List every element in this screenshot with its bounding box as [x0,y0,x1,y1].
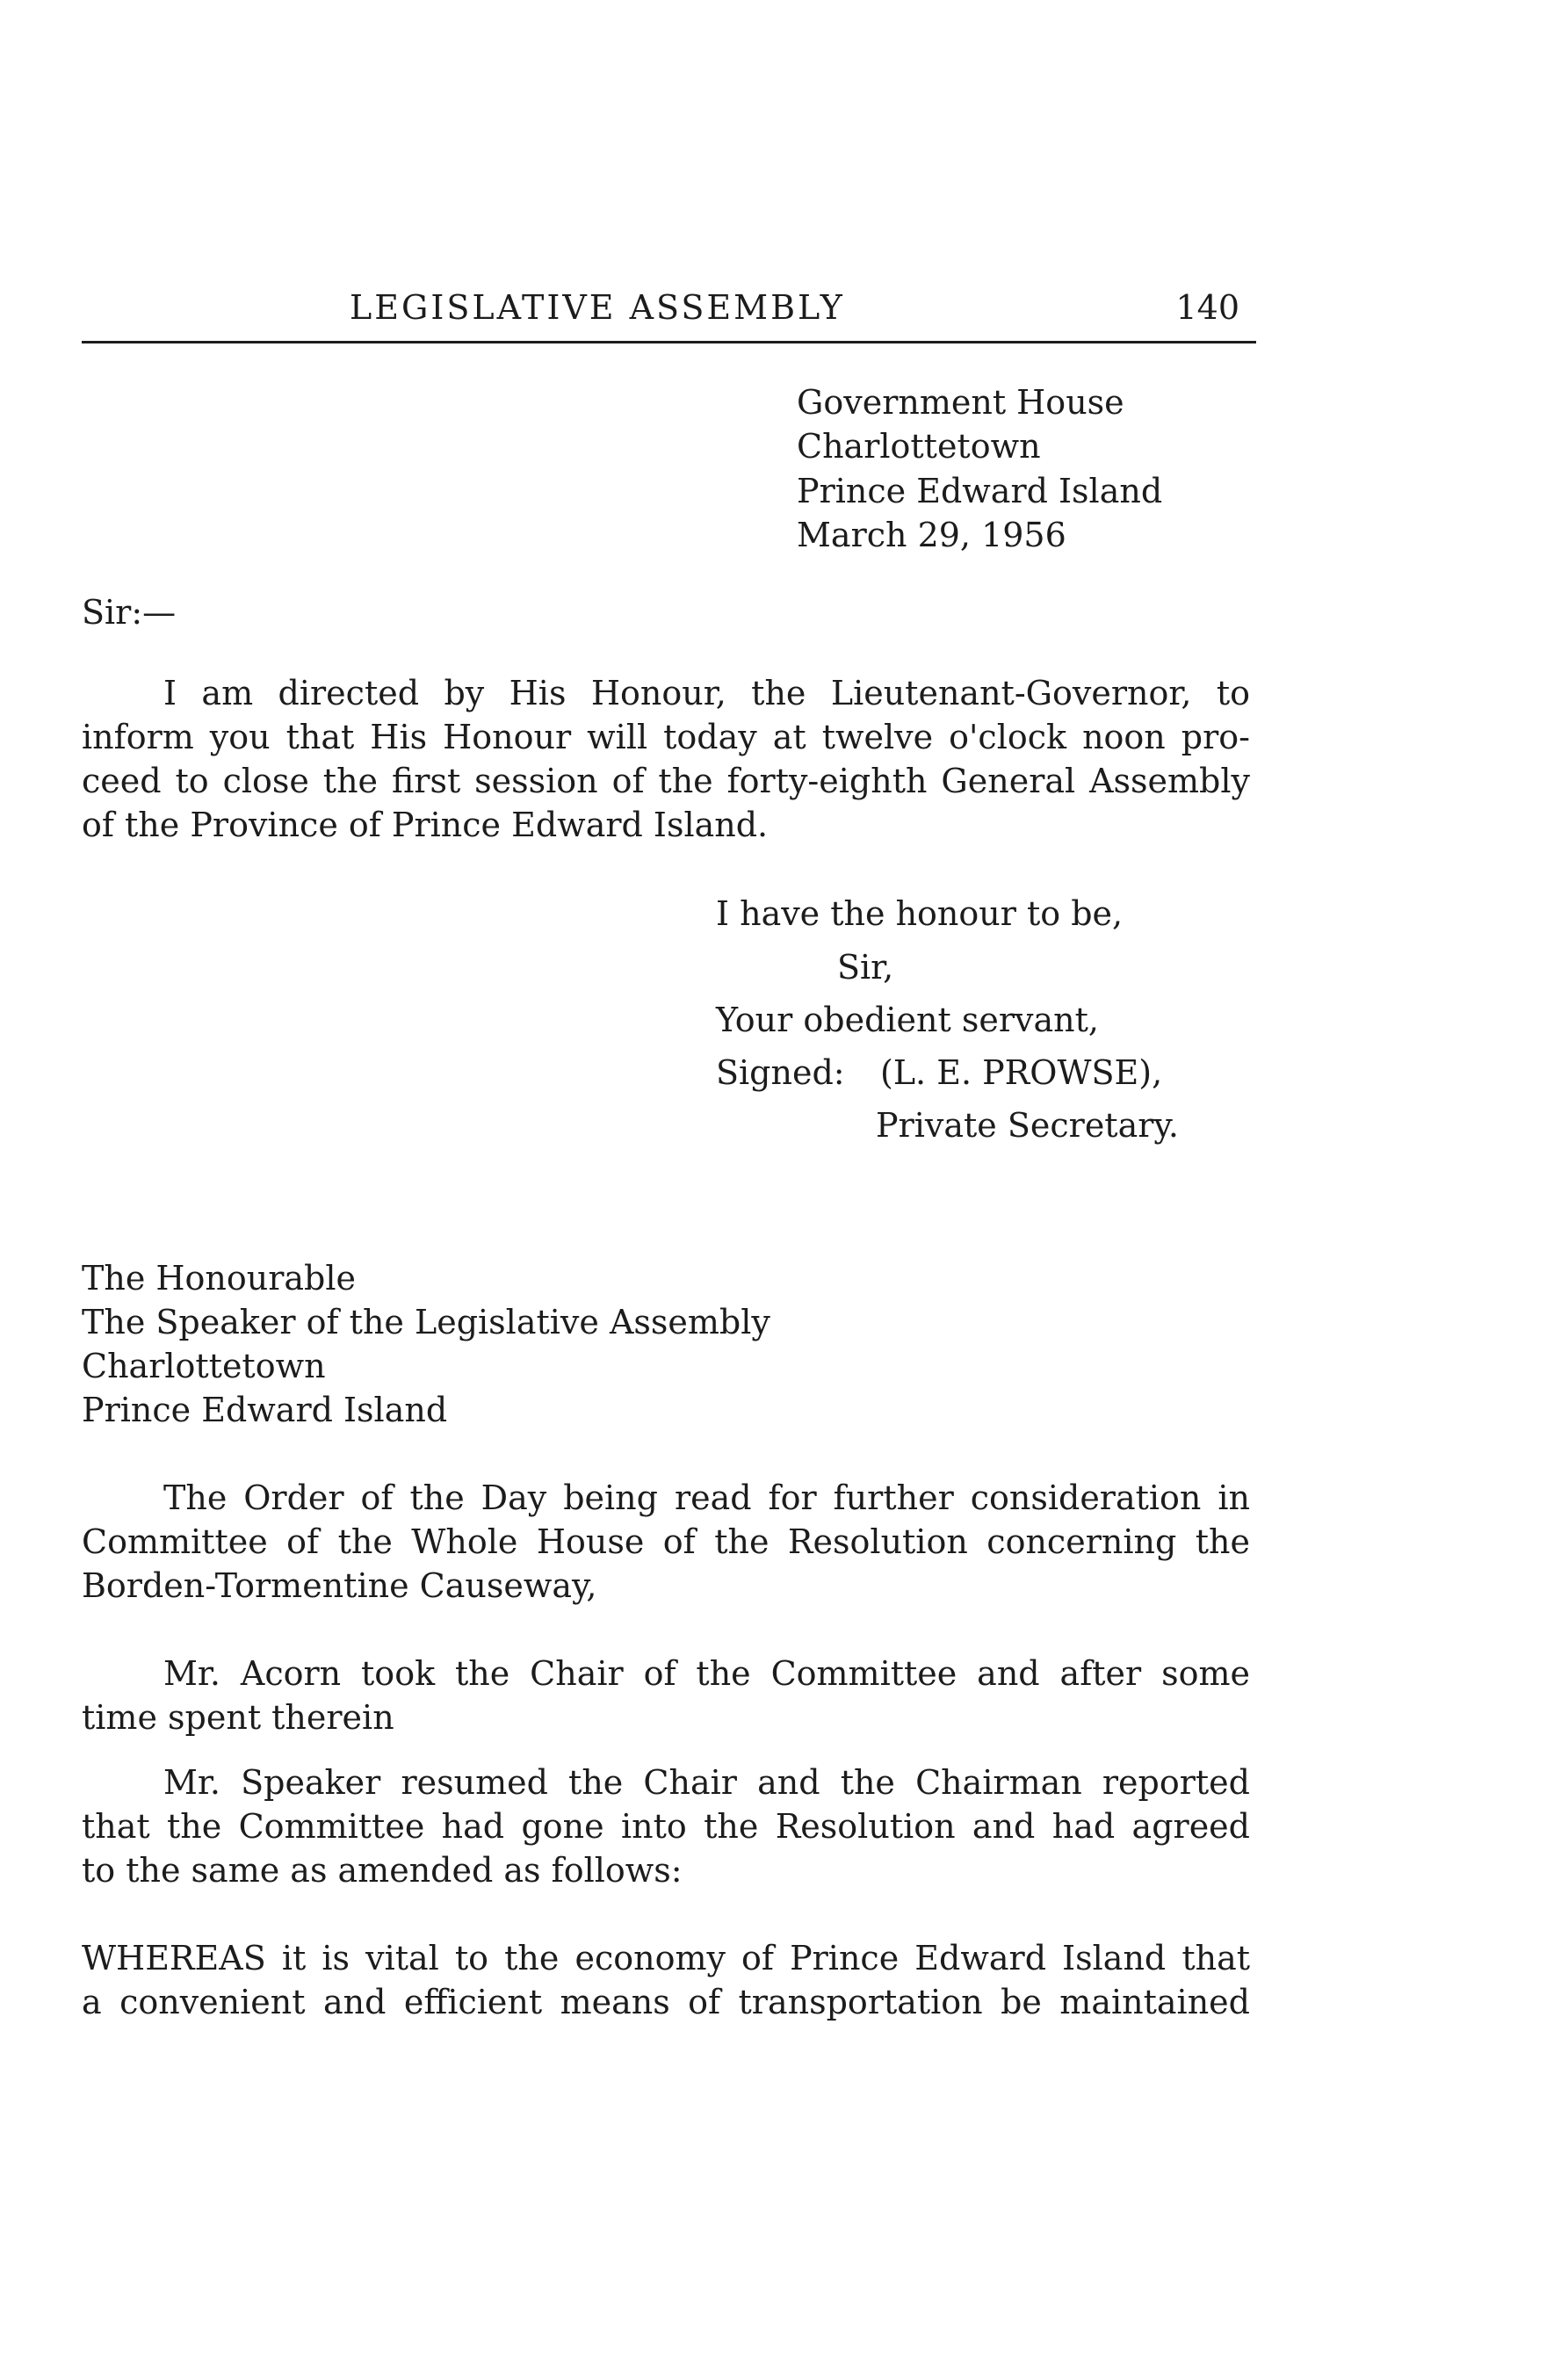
header-rule [82,341,1256,343]
closing-line-3: Your obedient servant, [716,1001,1099,1039]
letter-body-line-2: inform you that His Honour will today at twelve o'clock noon pro- [82,718,1250,756]
paragraph-4-line-2: a convenient and efficient means of transportation be maintained [82,1983,1250,2021]
closing-line-1: I have the honour to be, [716,894,1124,933]
paragraph-2-line-2: time spent therein [82,1698,394,1737]
address-date: March 29, 1956 [797,516,1066,554]
recipient-line-2: The Speaker of the Legislative Assembly [82,1303,770,1341]
paragraph-3-line-3: to the same as amended as follows: [82,1851,683,1890]
paragraph-3-line-1: Mr. Speaker resumed the Chair and the Chairman reported [163,1763,1250,1802]
paragraph-1-line-1: The Order of the Day being read for further consideration in [163,1478,1250,1517]
letter-body-line-4: of the Province of Prince Edward Island. [82,806,769,844]
signer-title: Private Secretary. [876,1106,1179,1145]
paragraph-1-line-2: Committee of the Whole House of the Resolution concerning the [82,1522,1250,1561]
running-head [82,288,1250,341]
paragraph-2-line-1: Mr. Acorn took the Chair of the Committee and after some [163,1654,1250,1693]
recipient-line-1: The Honourable [82,1259,357,1298]
paragraph-1-line-3: Borden-Tormentine Causeway, [82,1566,597,1605]
running-head-title: LEGISLATIVE ASSEMBLY [350,288,845,327]
recipient-line-4: Prince Edward Island [82,1391,448,1429]
paragraph-4-line-1: WHEREAS it is vital to the economy of Prince Edward Island that [82,1939,1250,1977]
page-number: 140 [1175,288,1239,327]
address-line-3: Prince Edward Island [797,472,1163,510]
signer-name: (L. E. PROWSE), [880,1053,1163,1092]
signed-label: Signed: [716,1053,845,1092]
paragraph-3-line-2: that the Committee had gone into the Resolution and had agreed [82,1807,1250,1846]
recipient-line-3: Charlottetown [82,1347,326,1385]
letter-body-line-1: I am directed by His Honour, the Lieutenant-Governor, to [163,674,1250,712]
salutation: Sir:— [82,593,177,632]
address-line-1: Government House [797,383,1124,422]
address-line-2: Charlottetown [797,427,1041,466]
letter-body-line-3: ceed to close the first session of the forty-eighth General Assembly [82,762,1250,800]
closing-sir: Sir, [837,948,894,987]
